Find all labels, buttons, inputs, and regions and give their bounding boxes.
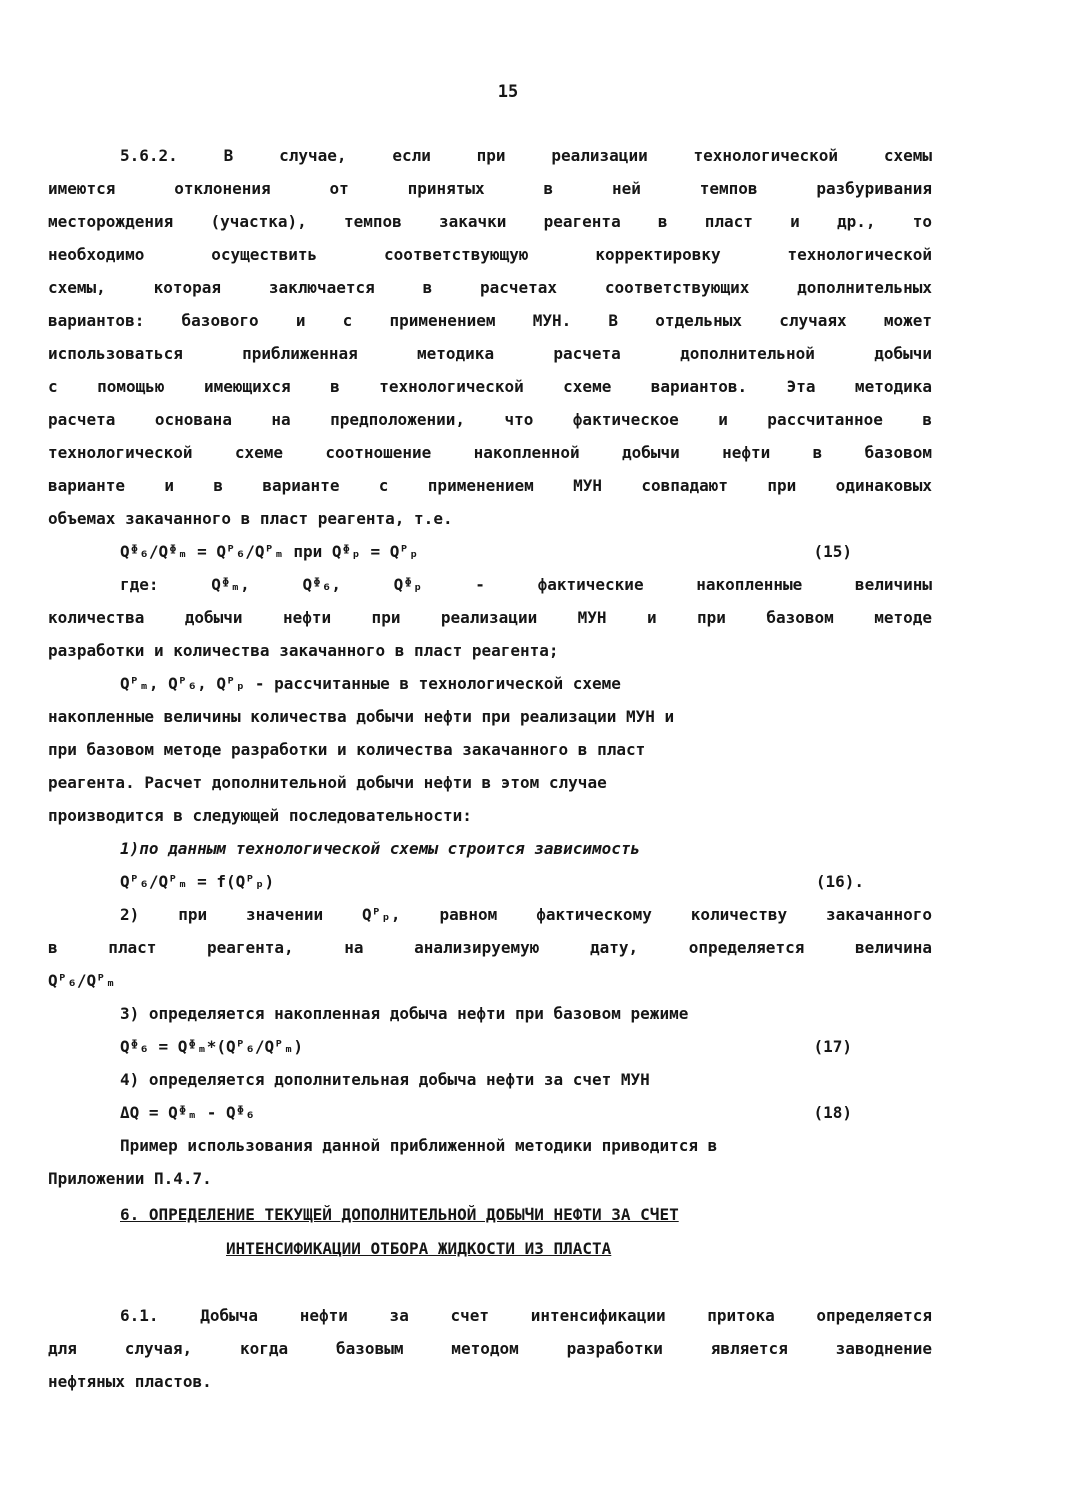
formula-18 — [120, 1102, 852, 1124]
equation-number: (16). — [815, 872, 864, 891]
text-line: имеются отклонения от принятых в ней темпов разбуривания — [48, 179, 932, 198]
text-line: для случая, когда базовым методом разработки является заводнение — [48, 1339, 932, 1358]
equation-number: (15) — [813, 542, 852, 561]
text-line: Qᴾₘ, Qᴾ₆, Qᴾₚ - рассчитанные в технологической схеме — [120, 674, 621, 693]
text-line: 2) при значении Qᴾₚ, равном фактическому количеству закачанного — [120, 905, 932, 924]
text-line: при базовом методе разработки и количества закачанного в пласт — [48, 740, 646, 759]
text-line: 4) определяется дополнительная добыча нефти за счет МУН — [120, 1070, 650, 1089]
text-line: 5.6.2. В случае, если при реализации технологической схемы — [120, 146, 932, 165]
text-line: в пласт реагента, на анализируемую дату, определяется величина — [48, 938, 932, 957]
text-line: объемах закачанного в пласт реагента, т.е. — [48, 509, 453, 528]
text-line: нефтяных пластов. — [48, 1372, 212, 1391]
page-number: 15 — [497, 82, 519, 102]
equation-number: (18) — [813, 1103, 852, 1122]
formula-16 — [120, 871, 864, 893]
formula-text: Qᶲ₆/Qᶲₘ = Qᴾ₆/Qᴾₘ при Qᶲₚ = Qᴾₚ — [120, 542, 419, 561]
text-line: с помощью имеющихся в технологической схеме вариантов. Эта методика — [48, 377, 932, 396]
text-line: разработки и количества закачанного в пласт реагента; — [48, 641, 559, 660]
text-line: Пример использования данной приближенной методики приводится в — [120, 1136, 718, 1155]
text-line: Приложении П.4.7. — [48, 1169, 212, 1188]
text-line: расчета основана на предположении, что фактическое и рассчитанное в — [48, 410, 932, 429]
text-line: технологической схеме соотношение накопленной добычи нефти в базовом — [48, 443, 932, 462]
formula-text: ΔQ = Qᶲₘ - Qᶲ₆ — [120, 1103, 255, 1122]
text-line: 1)по данным технологической схемы строится зависимость — [120, 839, 641, 858]
text-line: где: Qᶲₘ, Qᶲ₆, Qᶲₚ - фактические накопленные величины — [120, 575, 932, 594]
section-title: 6. ОПРЕДЕЛЕНИЕ ТЕКУЩЕЙ ДОПОЛНИТЕЛЬНОЙ ДОБЫЧИ НЕФТИ ЗА СЧЕТ — [120, 1205, 679, 1224]
text-line: использоваться приближенная методика расчета дополнительной добычи — [48, 344, 932, 363]
formula-15 — [120, 541, 852, 563]
text-line: количества добычи нефти при реализации МУН и при базовом методе — [48, 608, 932, 627]
text-line: 3) определяется накопленная добыча нефти при базовом режиме — [120, 1004, 689, 1023]
text-line: реагента. Расчет дополнительной добычи нефти в этом случае — [48, 773, 607, 792]
text-line: вариантов: базового и с применением МУН. В отдельных случаях может — [48, 311, 932, 330]
text-line: месторождения (участка), темпов закачки реагента в пласт и др., то — [48, 212, 932, 231]
text-line: варианте и в варианте с применением МУН совпадают при одинаковых — [48, 476, 932, 495]
equation-number: (17) — [813, 1037, 852, 1056]
text-line: схемы, которая заключается в расчетах соответствующих дополнительных — [48, 278, 932, 297]
text-line: накопленные величины количества добычи нефти при реализации МУН и — [48, 707, 675, 726]
formula-text: Qᴾ₆/Qᴾₘ = f(Qᴾₚ) — [120, 872, 275, 891]
section-title: ИНТЕНСИФИКАЦИИ ОТБОРА ЖИДКОСТИ ИЗ ПЛАСТА — [226, 1239, 612, 1258]
text-line: Qᴾ₆/Qᴾₘ — [48, 971, 116, 990]
text-line: 6.1. Добыча нефти за счет интенсификации притока определяется — [120, 1306, 932, 1325]
text-line: производится в следующей последовательности: — [48, 806, 472, 825]
formula-text: Qᶲ₆ = Qᶲₘ*(Qᴾ₆/Qᴾₘ) — [120, 1037, 304, 1056]
formula-17 — [120, 1036, 852, 1058]
text-line: необходимо осуществить соответствующую корректировку технологической — [48, 245, 932, 264]
